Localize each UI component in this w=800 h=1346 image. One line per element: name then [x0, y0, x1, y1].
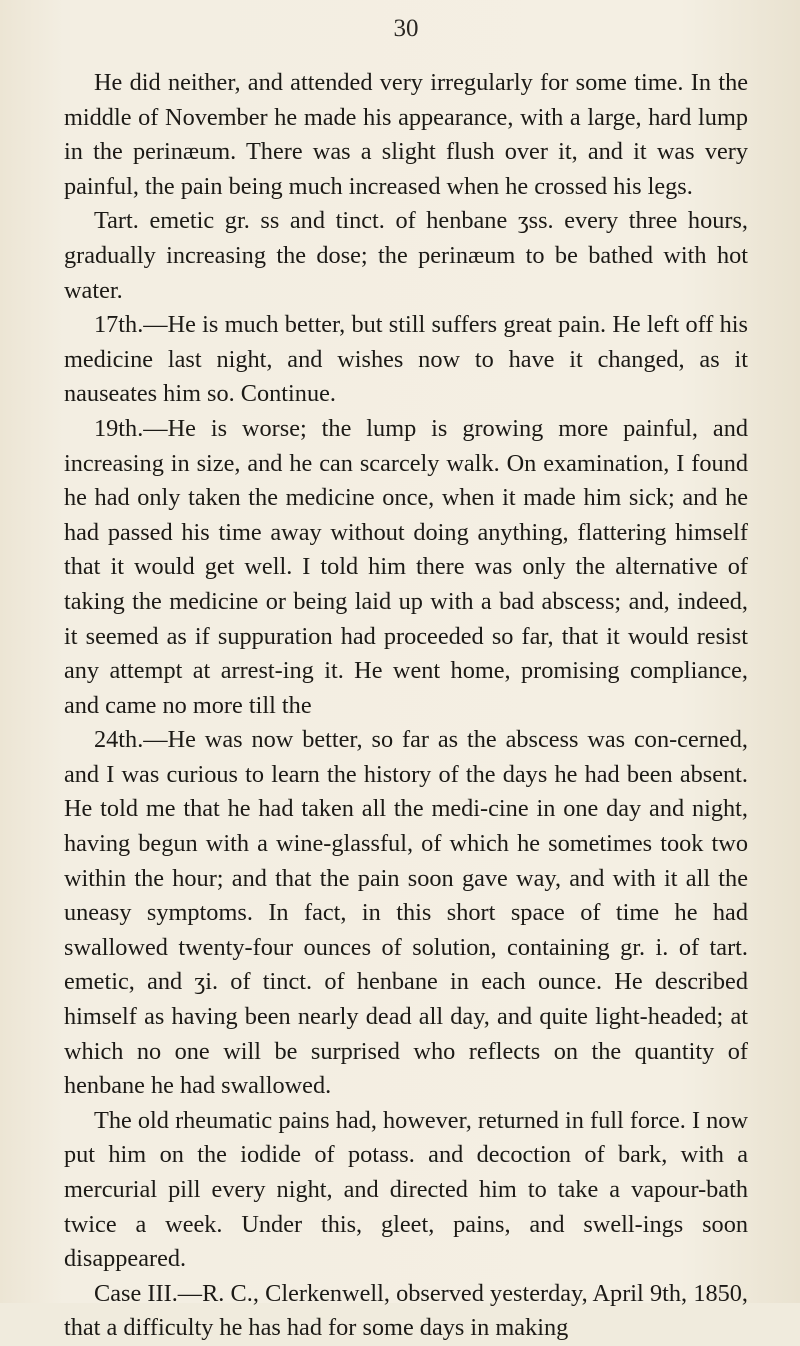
paragraph-7: Case III.—R. C., Clerkenwell, observed yesterday, April 9th, 1850, that a difficulty he has had for some days in making	[64, 1279, 748, 1342]
page-number: 30	[393, 15, 419, 42]
paragraph-4: 19th.—He is worse; the lump is growing more painful, and increasing in size, and he can scarcely walk. On examination, I found he had only taken the medicine once, when it made him sick; and he had passed his time away without doing anything, flattering himself that it would get well. I told him there was only the alternative of taking the medicine or being laid up with a bad abscess; and, indeed, it seemed as if suppuration had proceeded so far, that it would resist any attempt at arrest-ing it. He went home, promising compliance, and came no more till the	[64, 414, 748, 719]
paragraph-5: 24th.—He was now better, so far as the abscess was con-cerned, and I was curious to learn the history of the days he had been absent. He told me that he had taken all the medi-cine in one day and night, having begun with a wine-glassful, of which he sometimes took two within the hour; and that the pain soon gave way, and with it all the uneasy symptoms. In fact, in this short space of time he had swallowed twenty-four ounces of solution, containing gr. i. of tart. emetic, and ʒi. of tinct. of henbane in each ounce. He described himself as having been nearly dead all day, and quite light-headed; at which no one will be surprised who reflects on the quantity of henbane he had swallowed.	[64, 726, 748, 1100]
paragraph-3: 17th.—He is much better, but still suffers great pain. He left off his medicine last night, and wishes now to have it changed, as it nauseates him so. Continue.	[64, 311, 748, 408]
paragraph-2: Tart. emetic gr. ss and tinct. of henbane ʒss. every three hours, gradually increasing the dose; the perinæum to be bathed with hot water.	[64, 207, 748, 304]
paragraph-6: The old rheumatic pains had, however, returned in full force. I now put him on the iodide of potass. and decoction of bark, with a mercurial pill every night, and directed him to take a vapour-bath twice a week. Under this, gleet, pains, and swell-ings soon disappeared.	[64, 1106, 748, 1273]
body-text	[64, 66, 748, 1346]
paragraph-1: He did neither, and attended very irregularly for some time. In the middle of November he made his appearance, with a large, hard lump in the perinæum. There was a slight flush over it, and it was very painful, the pain being much increased when he crossed his legs.	[64, 69, 748, 200]
